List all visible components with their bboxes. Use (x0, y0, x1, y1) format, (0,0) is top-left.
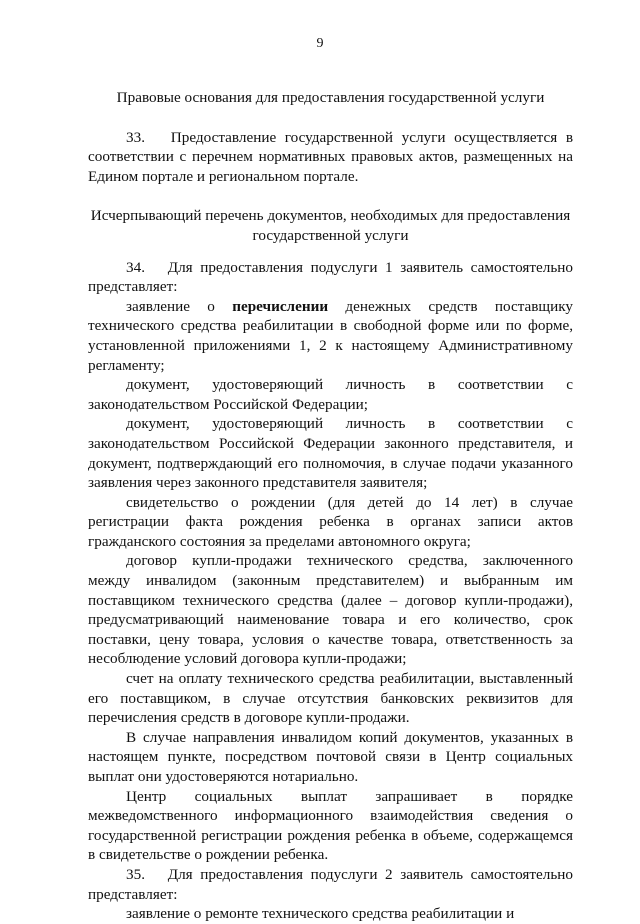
section-heading-legal-basis: Правовые основания для предоставления государственной услуги (116, 89, 545, 106)
section-heading-documents (88, 206, 573, 245)
list-item-invoice: счет на оплату технического средства реабилитации, выставленный его поставщиком, в случае отсутствия банковских реквизитов для перечисления средств в договоре купли-продажи. (88, 670, 573, 727)
list-item-repair-application: заявление о ремонте технического средства реабилитации и (126, 905, 515, 923)
document-body (88, 88, 573, 924)
paragraph-34: 34. Для предоставления подуслуги 1 заявитель самостоятельно представляет: (88, 258, 573, 296)
list-item-application-start: заявление о (126, 297, 233, 315)
list-item-application-bold: перечислении (232, 297, 329, 315)
section-heading-documents-line2: государственной услуги (252, 226, 409, 244)
paragraph-interagency-request: Центр социальных выплат запрашивает в порядке межведомственного информационного взаимодействия сведения о государственной регистрации рождения ребенка в объеме, содержащемся в свидетельстве о рождении ребенка. (88, 787, 573, 864)
page-number: 9 (316, 36, 324, 51)
section-heading-documents-line1: Исчерпывающий перечень документов, необходимых для предоставления (90, 207, 571, 225)
list-item-purchase-contract: договор купли-продажи технического средства, заключенного между инвалидом (законным представителем) и выбранным им поставщиком технического средства (далее – договор купли-продажи), предусматривающий наименование товара и его количество, срок поставки, цену товара, условия о качестве товара, ответственность за несоблюдение условий договора купли-продажи; (88, 552, 573, 668)
list-item-application (88, 297, 573, 375)
list-item-identity-document: документ, удостоверяющий личность в соответствии с законодательством Российской Федерации; (88, 376, 573, 413)
paragraph-33: 33. Предоставление государственной услуги осуществляется в соответствии с перечнем нормативных правовых актов, размещенных на Едином портале и региональном портале. (88, 128, 573, 185)
list-item-application-end: денежных средств поставщику технического средства реабилитации в свободной форме или по форме, установленной приложениями 1, 2 к настоящему Административному регламенту; (88, 297, 574, 374)
list-item-representative-document: документ, удостоверяющий личность в соответствии с законодательством Российской Федерации законного представителя, и документ, подтверждающий его полномочия, в случае подачи указанного заявления через законного представителя заявителя; (88, 415, 573, 492)
paragraph-35: 35. Для предоставления подуслуги 2 заявитель самостоятельно представляет: (88, 865, 573, 903)
paragraph-postal-copies: В случае направления инвалидом копий документов, указанных в настоящем пункте, посредством почтовой связи в Центр социальных выплат они удостоверяются нотариально. (88, 728, 573, 785)
list-item-birth-certificate: свидетельство о рождении (для детей до 14 лет) в случае регистрации факта рождения ребенка в органах записи актов гражданского состояния за пределами автономного округа; (88, 493, 573, 550)
